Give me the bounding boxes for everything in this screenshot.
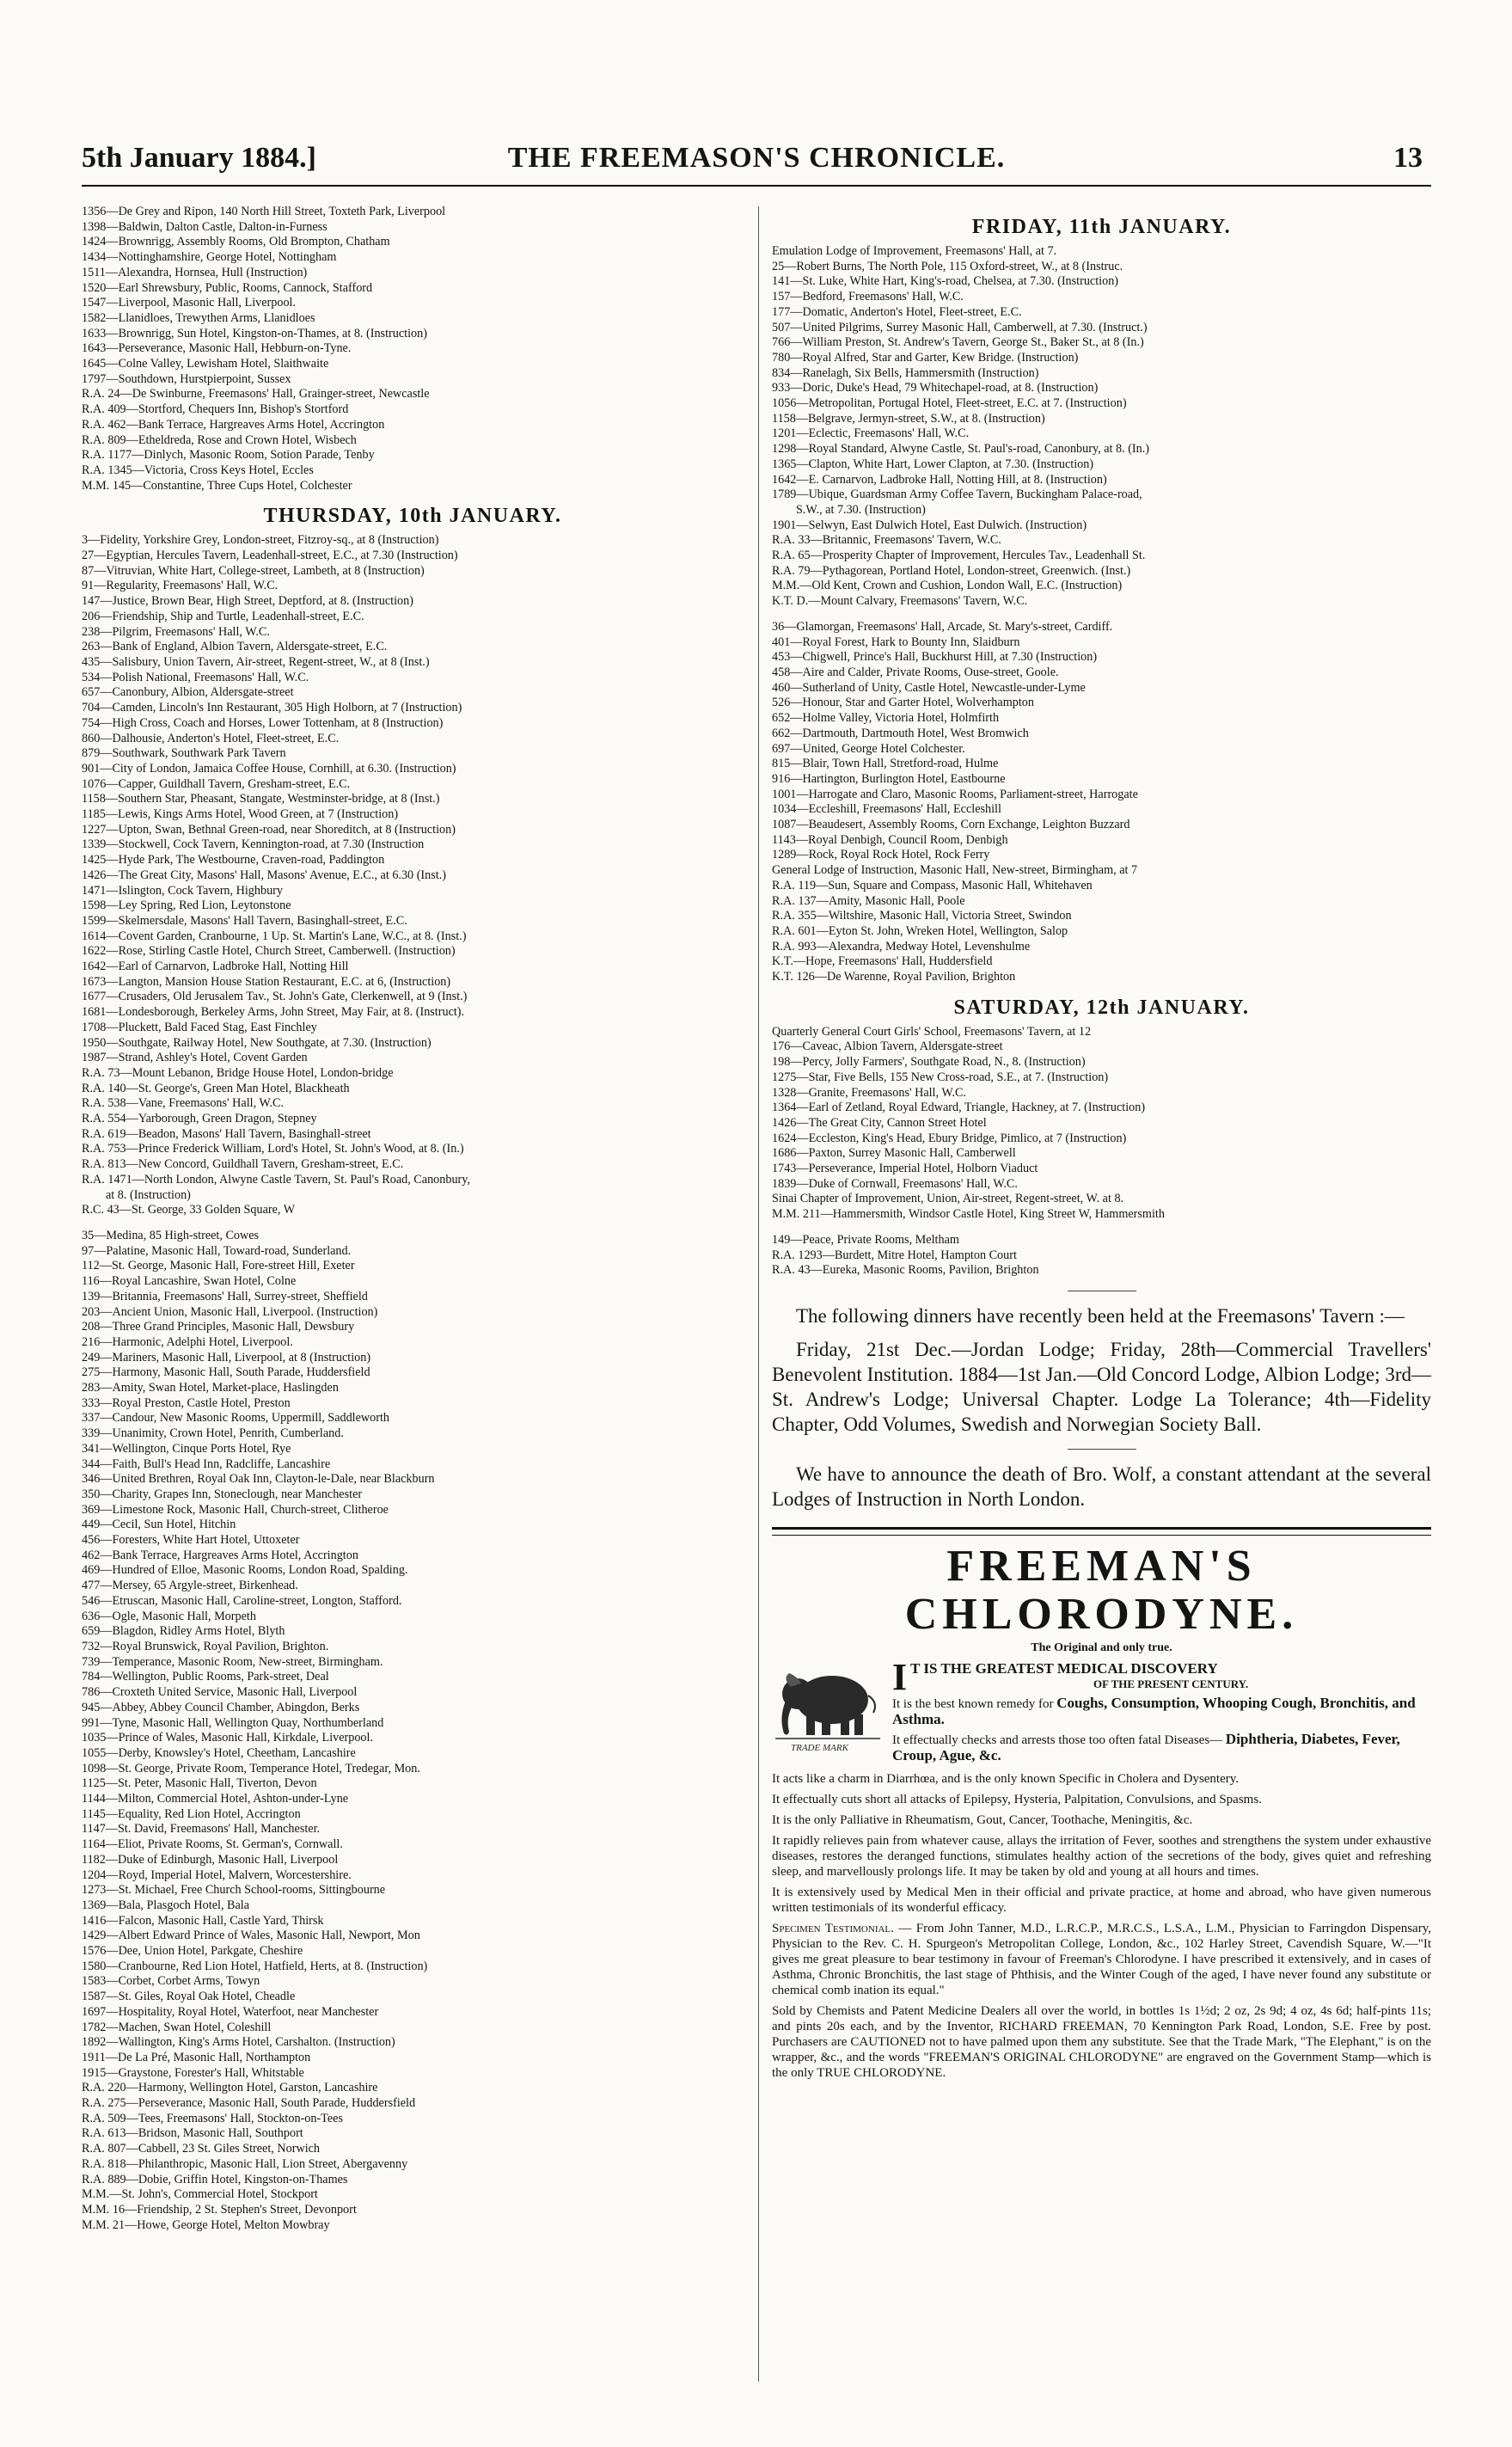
lodge-entry: R.A. 818—Philanthropic, Masonic Hall, Lion Street, Abergavenny [82, 2156, 408, 2171]
lodge-entry: 879—Southwark, Southwark Park Tavern [82, 746, 286, 761]
right-column [772, 205, 1431, 2086]
lodge-entry: 933—Doric, Duke's Head, 79 Whitechapel-road, at 8. (Instruction) [772, 381, 1099, 396]
lodge-entry: 1204—Royd, Imperial Hotel, Malvern, Worcestershire. [82, 1867, 352, 1882]
page-header [82, 142, 1431, 176]
lodge-entry: 1839—Duke of Cornwall, Freemasons' Hall, W.C. [772, 1176, 1018, 1191]
lodge-entry: R.A. 1345—Victoria, Cross Keys Hotel, Eccles [82, 463, 314, 477]
lodge-entry: 636—Ogle, Masonic Hall, Morpeth [82, 1609, 256, 1623]
lodge-entry: 754—High Cross, Coach and Horses, Lower Tottenham, at 8 (Instruction) [82, 715, 444, 730]
lodge-entry: 659—Blagdon, Ridley Arms Hotel, Blyth [82, 1624, 285, 1639]
lodge-entry: 784—Wellington, Public Rooms, Park-street, Deal [82, 1670, 329, 1684]
lodge-entry: M.M. 21—Howe, George Hotel, Melton Mowbray [82, 2217, 330, 2232]
lodge-entry: R.A. 140—St. George's, Green Man Hotel, Blackheath [82, 1081, 350, 1095]
column-divider [758, 206, 759, 2382]
ad-top-rule [772, 1527, 1431, 1530]
lodge-entry: 139—Britannia, Freemasons' Hall, Surrey-street, Sheffield [82, 1289, 368, 1303]
lodge-entry: 369—Limestone Rock, Masonic Hall, Church-street, Clitheroe [82, 1502, 389, 1517]
spacer [82, 1218, 744, 1229]
lodge-entry: R.A. 1471—North London, Alwyne Castle Tavern, St. Paul's Road, Canonbury, [82, 1172, 470, 1187]
lodge-entry: 238—Pilgrim, Freemasons' Hall, W.C. [82, 624, 270, 639]
lodge-entry: 697—United, George Hotel Colchester. [772, 741, 965, 756]
lodge-entry: R.A. 275—Perseverance, Masonic Hall, South Parade, Huddersfield [82, 2096, 416, 2111]
lodge-entry: 1143—Royal Denbigh, Council Room, Denbigh [772, 832, 1008, 847]
lodge-entry: 1429—Albert Edward Prince of Wales, Masonic Hall, Newport, Mon [82, 1929, 420, 1943]
lodge-entry: 834—Ranelagh, Six Bells, Hammersmith (Instruction) [772, 365, 1039, 380]
lodge-entry: 1182—Duke of Edinburgh, Masonic Hall, Liverpool [82, 1852, 339, 1867]
lodge-entry: 546—Etruscan, Masonic Hall, Caroline-street, Longton, Stafford. [82, 1593, 402, 1608]
ad-subtitle: The Original and only true. [1031, 1641, 1172, 1654]
lodge-entry: M.M. 16—Friendship, 2 St. Stephen's Street, Devonport [82, 2203, 357, 2217]
lodge-entry: 97—Palatine, Masonic Hall, Toward-road, Sunderland. [82, 1243, 352, 1258]
lodge-entry: 1164—Eliot, Private Rooms, St. German's, Cornwall. [82, 1837, 343, 1852]
dinners-list: Friday, 21st Dec.—Jordan Lodge; Friday, 28th—Commercial Travellers' Benevolent Institution. 1884—1st Jan.—Old Concord Lodge, Albion Lodge; 3rd—St. Andrew's Lodge; Universal Chapter. Lodge La Tolerance; 4th—Fidelity Chapter, Odd Volumes, Swedish and Norwegian Society Ball. [772, 1339, 1431, 1435]
lodge-entry: 1642—E. Carnarvon, Ladbroke Hall, Notting Hill, at 8. (Instruction) [772, 472, 1107, 487]
lodge-entry: M.M.—St. John's, Commercial Hotel, Stockport [82, 2187, 318, 2202]
ad-title: FREEMAN'S CHLORODYNE. [904, 1542, 1299, 1639]
lodge-entry: 1580—Cranbourne, Red Lion Hotel, Hatfield, Herts, at 8. (Instruction) [82, 1959, 428, 1973]
lodge-entry: 1686—Paxton, Surrey Masonic Hall, Camberwell [772, 1146, 1016, 1161]
lodge-entry: K.T.—Hope, Freemasons' Hall, Huddersfield [772, 954, 993, 969]
lodge-entry: 704—Camden, Lincoln's Inn Restaurant, 305 High Holborn, at 7 (Instruction) [82, 701, 462, 715]
lodge-entry: 1416—Falcon, Masonic Hall, Castle Yard, Thirsk [82, 1913, 324, 1928]
lodge-entry: 1056—Metropolitan, Portugal Hotel, Fleet-street, E.C. at 7. (Instruction) [772, 396, 1127, 411]
lodge-entry: R.A. 119—Sun, Square and Compass, Masonic Hall, Whitehaven [772, 878, 1093, 892]
lodge-entry: 91—Regularity, Freemasons' Hall, W.C. [82, 579, 279, 593]
header-rule [82, 185, 1431, 187]
lodge-entry: 780—Royal Alfred, Star and Garter, Kew Bridge. (Instruction) [772, 350, 1079, 365]
lodge-entry: 1622—Rose, Stirling Castle Hotel, Church Street, Camberwell. (Instruction) [82, 944, 456, 959]
lodge-entry: 1587—St. Giles, Royal Oak Hotel, Cheadle [82, 1990, 296, 2004]
lodge-entry: 208—Three Grand Principles, Masonic Hall, Dewsbury [82, 1320, 355, 1334]
lodge-list-thursday-country [82, 1229, 744, 2233]
lodge-entry: R.A. 807—Cabbell, 23 St. Giles Street, Norwich [82, 2142, 321, 2156]
lodge-entry: 1434—Nottinghamshire, George Hotel, Nottingham [82, 250, 337, 265]
lodge-entry: 147—Justice, Brown Bear, High Street, Deptford, at 8. (Instruction) [82, 594, 413, 609]
lodge-entry: 1673—Langton, Mansion House Station Restaurant, E.C. at 6, (Instruction) [82, 974, 451, 989]
lodge-entry: 462—Bank Terrace, Hargreaves Arms Hotel, Accrington [82, 1548, 358, 1562]
ad-paragraph: It is the only Palliative in Rheumatism, Gout, Cancer, Toothache, Meningitis, &c. [772, 1812, 1193, 1827]
lodge-entry: R.A. 24—De Swinburne, Freemasons' Hall, Grainger-street, Newcastle [82, 387, 430, 402]
lodge-entry: 1275—Star, Five Bells, 155 New Cross-road, S.E., at 7. (Instruction) [772, 1070, 1109, 1084]
lodge-entry: 1643—Perseverance, Masonic Hall, Hebburn-on-Tyne. [82, 341, 352, 356]
lodge-entry: 662—Dartmouth, Dartmouth Hotel, West Bromwich [772, 726, 1029, 740]
lodge-entry: R.A. 809—Etheldreda, Rose and Crown Hotel, Wisbech [82, 432, 357, 447]
lodge-entry: K.T. D.—Mount Calvary, Freemasons' Tavern, W.C. [772, 594, 1028, 609]
spacer [772, 610, 1431, 620]
lodge-entry: 1583—Corbet, Corbet Arms, Towyn [82, 1974, 260, 1989]
lodge-entry: 1147—St. David, Freemasons' Hall, Manchester. [82, 1822, 321, 1837]
ad-paragraph: Sold by Chemists and Patent Medicine Dealers all over the world, in bottles 1s 1½d; 2 oz, 2s 9d; 4 oz, 4s 6d; half-pints 11s; and pints 20s each, and by the Inventor, RICHARD FREEMAN, 70 Kennington Park Road, London, S.E. Free by post. Purchasers are CAUTIONED not to have palmed upon them any substitute. See that the Trade Mark, "The Elephant," is on the wrapper, &c., and the words "FREEMAN'S ORIGINAL CHLORODYNE" are engraved on the Government Stamp—which is the only TRUE CHLORODYNE. [772, 2003, 1431, 2080]
lodge-entry: Quarterly General Court Girls' School, Freemasons' Tavern, at 12 [772, 1024, 1092, 1039]
lodge-entry: 1364—Earl of Zetland, Royal Edward, Triangle, Hackney, at 7. (Instruction) [772, 1101, 1146, 1115]
lodge-entry: 1901—Selwyn, East Dulwich Hotel, East Dulwich. (Instruction) [772, 518, 1087, 532]
lodge-entry: R.A. 355—Wiltshire, Masonic Hall, Victoria Street, Swindon [772, 909, 1072, 923]
lodge-entry: 1125—St. Peter, Masonic Hall, Tiverton, Devon [82, 1776, 317, 1791]
lodge-entry: 1144—Milton, Commercial Hotel, Ashton-under-Lyne [82, 1792, 349, 1806]
lodge-entry: 1511—Alexandra, Hornsea, Hull (Instruction) [82, 265, 308, 279]
lodge-entry: 732—Royal Brunswick, Royal Pavilion, Brighton. [82, 1639, 329, 1653]
lodge-entry: 652—Holme Valley, Victoria Hotel, Holmfirth [772, 711, 1000, 726]
friday-heading: FRIDAY, 11th JANUARY. [971, 216, 1232, 238]
ad-intro-bold-1: Coughs, Consumption, Whooping Cough, Bronchitis, and Asthma. [892, 1694, 1416, 1727]
dinners-paragraph: The following dinners have recently been held at the Freemasons' Tavern :— [796, 1305, 1405, 1327]
lodge-entry: 1520—Earl Shrewsbury, Public, Rooms, Cannock, Stafford [82, 280, 373, 295]
lodge-entry: 534—Polish National, Freemasons' Hall, W.C. [82, 670, 309, 684]
lodge-entry: R.A. 462—Bank Terrace, Hargreaves Arms Hotel, Accrington [82, 417, 385, 432]
lodge-entry: 460—Sutherland of Unity, Castle Hotel, Newcastle-under-Lyme [772, 680, 1086, 695]
lodge-entry: 1697—Hospitality, Royal Hotel, Waterfoot, near Manchester [82, 2004, 379, 2019]
death-notice: We have to announce the death of Bro. Wolf, a constant attendant at the several Lodges of Instruction in North London. [772, 1463, 1431, 1510]
thursday-heading: THURSDAY, 10th JANUARY. [263, 505, 562, 528]
lodge-entry: R.A. 889—Dobie, Griffin Hotel, Kingston-on-Thames [82, 2172, 348, 2186]
lodge-entry: 435—Salisbury, Union Tavern, Air-street, Regent-street, W., at 8 (Inst.) [82, 654, 430, 669]
section-rule [1068, 1449, 1136, 1450]
lodge-entry: 112—St. George, Masonic Hall, Fore-street Hill, Exeter [82, 1259, 355, 1273]
lodge-entry: 1424—Brownrigg, Assembly Rooms, Old Brompton, Chatham [82, 235, 390, 249]
lodge-entry: R.A. 137—Amity, Masonic Hall, Poole [772, 893, 965, 908]
lodge-entry: 36—Glamorgan, Freemasons' Hall, Arcade, St. Mary's-street, Cardiff. [772, 619, 1113, 634]
ad-paragraph: It acts like a charm in Diarrhœa, and is the only known Specific in Cholera and Dysentery. [772, 1771, 1240, 1786]
lodge-entry: 916—Hartington, Burlington Hotel, Eastbourne [772, 771, 1006, 786]
lodge-entry: 344—Faith, Bull's Head Inn, Radcliffe, Lancashire [82, 1457, 331, 1471]
lodge-entry: 1950—Southgate, Railway Hotel, New Southgate, at 7.30. (Instruction) [82, 1035, 432, 1050]
lodge-entry: 453—Chigwell, Prince's Hall, Buckhurst Hill, at 7.30 (Instruction) [772, 650, 1098, 665]
lodge-entry: R.A. 813—New Concord, Guildhall Tavern, Gresham-street, E.C. [82, 1157, 404, 1172]
elephant-trademark-icon [772, 1661, 884, 1756]
saturday-heading: SATURDAY, 12th JANUARY. [953, 996, 1250, 1019]
lodge-entry: 3—Fidelity, Yorkshire Grey, London-street, Fitzroy-sq., at 8 (Instruction) [82, 533, 439, 548]
ad-intro-bold-2: Diphtheria, Diabetes, Fever, Croup, Ague, &c. [892, 1730, 1400, 1763]
ad-testimonial [772, 1921, 1431, 1998]
lodge-entry: R.A. 753—Prince Frederick William, Lord's Hotel, St. John's Wood, at 8. (In.) [82, 1142, 464, 1156]
ad-paragraph: It is extensively used by Medical Men in their official and private practice, at home and abroad, who have given numerous written testimonials of its wonderful efficacy. [772, 1885, 1431, 1915]
lodge-entry: M.M. 211—Hammersmith, Windsor Castle Hotel, King Street W, Hammersmith [772, 1207, 1165, 1222]
lodge-entry: R.A. 538—Vane, Freemasons' Hall, W.C. [82, 1096, 285, 1111]
lodge-entry: 1599—Skelmersdale, Masons' Hall Tavern, Basinghall-street, E.C. [82, 913, 407, 928]
lodge-entry: R.A. 509—Tees, Freemasons' Hall, Stockton-on-Tees [82, 2111, 343, 2125]
lodge-entry: 1001—Harrogate and Claro, Masonic Rooms, Parliament-street, Harrogate [772, 787, 1138, 801]
lodge-entry: 1087—Beaudesert, Assembly Rooms, Corn Exchange, Leighton Buzzard [772, 818, 1130, 832]
lodge-entry: R.A. 79—Pythagorean, Portland Hotel, London-street, Greenwich. (Inst.) [772, 563, 1131, 578]
lodge-entry: R.C. 43—St. George, 33 Golden Square, W [82, 1203, 296, 1217]
lodge-entry: M.M. 145—Constantine, Three Cups Hotel, Colchester [82, 478, 352, 493]
ad-intro-text-1: It is the best known remedy for [892, 1696, 1054, 1711]
lodge-entry: 945—Abbey, Abbey Council Chamber, Abingdon, Berks [82, 1700, 360, 1714]
lodge-entry: 469—Hundred of Elloe, Masonic Rooms, London Road, Spalding. [82, 1563, 408, 1578]
lodge-entry: 1789—Ubique, Guardsman Army Coffee Tavern, Buckingham Palace-road, [772, 488, 1142, 502]
lodge-entry: R.A. 65—Prosperity Chapter of Improvement, Hercules Tav., Leadenhall St. [772, 549, 1146, 563]
lodge-entry: 1743—Perseverance, Imperial Hotel, Holborn Viaduct [772, 1162, 1038, 1176]
lodge-entry: 346—United Brethren, Royal Oak Inn, Clayton-le-Dale, near Blackburn [82, 1472, 435, 1487]
lodge-entry: R.A. 619—Beadon, Masons' Hall Tavern, Basinghall-street [82, 1126, 371, 1141]
lodge-entry: 1987—Strand, Ashley's Hotel, Covent Garden [82, 1051, 308, 1065]
lodge-entry: K.T. 126—De Warenne, Royal Pavilion, Brighton [772, 970, 1016, 984]
lodge-entry: 1185—Lewis, Kings Arms Hotel, Wood Green, at 7 (Instruction) [82, 807, 399, 822]
lodge-entry: 337—Candour, New Masonic Rooms, Uppermill, Saddleworth [82, 1411, 390, 1426]
lodge-entry: 449—Cecil, Sun Hotel, Hitchin [82, 1518, 236, 1532]
lodge-entry: 1289—Rock, Royal Rock Hotel, Rock Ferry [772, 848, 990, 862]
lodge-entry: 1681—Londesborough, Berkeley Arms, John Street, May Fair, at 8. (Instruct). [82, 1005, 465, 1020]
lodge-entry: 1035—Prince of Wales, Masonic Hall, Kirkdale, Liverpool. [82, 1731, 374, 1745]
lodge-entry: 1642—Earl of Carnarvon, Ladbroke Hall, Notting Hill [82, 960, 349, 974]
left-column [82, 205, 744, 2233]
lodge-entry: 27—Egyptian, Hercules Tavern, Leadenhall-street, E.C., at 7.30 (Instruction) [82, 549, 458, 563]
lodge-entry: 456—Foresters, White Hart Hotel, Uttoxeter [82, 1533, 300, 1548]
lodge-entry: 141—St. Luke, White Hart, King's-road, Chelsea, at 7.30. (Instruction) [772, 274, 1119, 289]
lodge-entry: R.A. 409—Stortford, Chequers Inn, Bishop's Stortford [82, 402, 349, 417]
lodge-entry: 507—United Pilgrims, Surrey Masonic Hall, Camberwell, at 7.30. (Instruct.) [772, 320, 1148, 334]
lodge-entry: 206—Friendship, Ship and Turtle, Leadenhall-street, E.C. [82, 609, 364, 623]
lodge-list-saturday [772, 1025, 1431, 1223]
lodge-entry: 1547—Liverpool, Masonic Hall, Liverpool. [82, 296, 297, 310]
lodge-entry: 1892—Wallington, King's Arms Hotel, Carshalton. (Instruction) [82, 2035, 395, 2050]
lodge-entry: 333—Royal Preston, Castle Hotel, Preston [82, 1395, 291, 1410]
lodge-list-wednesday-country [82, 205, 744, 494]
lodge-entry: 249—Mariners, Masonic Hall, Liverpool, at 8 (Instruction) [82, 1350, 371, 1365]
lodge-entry: R.A. 1293—Burdett, Mitre Hotel, Hampton Court [772, 1248, 1017, 1262]
lodge-entry: 87—Vitruvian, White Hart, College-street, Lambeth, at 8 (Instruction) [82, 563, 425, 578]
lodge-entry: 1201—Eclectic, Freemasons' Hall, W.C. [772, 426, 970, 441]
lodge-entry: 1576—Dee, Union Hotel, Parkgate, Cheshire [82, 1944, 303, 1959]
testimonial-label: Specimen Testimonial. [772, 1921, 894, 1935]
lodge-entry: 1158—Belgrave, Jermyn-street, S.W., at 8. (Instruction) [772, 411, 1045, 426]
trade-mark-label: TRADE MARK [791, 1742, 848, 1753]
issue-date: 5th January 1884.] [82, 142, 316, 174]
lodge-entry: R.A. 43—Eureka, Masonic Rooms, Pavilion, Brighton [772, 1263, 1039, 1278]
lodge-entry: 1582—Llanidloes, Trewythen Arms, Llanidloes [82, 310, 315, 325]
lodge-entry: 860—Dalhousie, Anderton's Hotel, Fleet-street, E.C. [82, 731, 340, 745]
lodge-entry: at 8. (Instruction) [106, 1187, 191, 1202]
chlorodyne-advertisement [772, 1542, 1431, 2081]
lodge-list-saturday-country [772, 1233, 1431, 1279]
lodge-entry: 198—Percy, Jolly Farmers', Southgate Road, N., 8. (Instruction) [772, 1055, 1086, 1070]
lodge-entry: 1633—Brownrigg, Sun Hotel, Kingston-on-Thames, at 8. (Instruction) [82, 326, 427, 340]
ad-top-rule-thin [772, 1535, 1431, 1536]
lodge-entry: 458—Aire and Calder, Private Rooms, Ouse-street, Goole. [772, 665, 1059, 679]
lodge-entry: 263—Bank of England, Albion Tavern, Aldersgate-street, E.C. [82, 640, 388, 654]
ad-intro-text-2: It effectually checks and arrests those too often fatal Diseases— [892, 1733, 1223, 1747]
lodge-entry: 1645—Colne Valley, Lewisham Hotel, Slaithwaite [82, 357, 329, 371]
lodge-entry: 1273—St. Michael, Free Church School-rooms, Sittingbourne [82, 1883, 386, 1898]
lodge-entry: 341—Wellington, Cinque Ports Hotel, Rye [82, 1441, 291, 1456]
lodge-entry: 283—Amity, Swan Hotel, Market-place, Haslingden [82, 1381, 339, 1395]
lodge-entry: 216—Harmonic, Adelphi Hotel, Liverpool. [82, 1334, 293, 1349]
lodge-entry: 1782—Machen, Swan Hotel, Coleshill [82, 2020, 272, 2034]
lodge-entry: 1624—Eccleston, King's Head, Ebury Bridge, Pimlico, at 7 (Instruction) [772, 1131, 1127, 1145]
lodge-entry: R.A. 33—Britannic, Freemasons' Tavern, W.C. [772, 533, 1001, 548]
lodge-entry: 1369—Bala, Plasgoch Hotel, Bala [82, 1898, 250, 1912]
lodge-entry: 1055—Derby, Knowsley's Hotel, Cheetham, Lancashire [82, 1745, 356, 1760]
lodge-entry: 477—Mersey, 65 Argyle-street, Birkenhead. [82, 1579, 298, 1593]
lodge-entry: 116—Royal Lancashire, Swan Hotel, Colne [82, 1274, 297, 1289]
ad-paragraph: It rapidly relieves pain from whatever cause, allays the irritation of Fever, soothes and strengthens the system under exhaustive diseases, restores the deranged functions, stimulates healthy action of the secretions of the body, gives quiet and refreshing sleep, and marvellously prolongs life. It may be taken by old and young at all hours and times. [772, 1833, 1431, 1879]
ad-headline-2: OF THE PRESENT CENTURY. [1093, 1677, 1249, 1690]
lodge-entry: 1614—Covent Garden, Cranbourne, 1 Up. St. Martin's Lane, W.C., at 8. (Inst.) [82, 929, 467, 943]
lodge-entry: M.M.—Old Kent, Crown and Cushion, London Wall, E.C. (Instruction) [772, 579, 1123, 593]
lodge-entry: R.A. 73—Mount Lebanon, Bridge House Hotel, London-bridge [82, 1065, 394, 1080]
page-number: 13 [1393, 142, 1423, 174]
lodge-entry: General Lodge of Instruction, Masonic Hall, New-street, Birmingham, at 7 [772, 863, 1138, 878]
ad-headline: T IS THE GREATEST MEDICAL DISCOVERY [910, 1659, 1218, 1677]
lodge-entry: 786—Croxteth United Service, Masonic Hall, Liverpool [82, 1685, 358, 1700]
lodge-entry: 177—Domatic, Anderton's Hotel, Fleet-street, E.C. [772, 304, 1022, 319]
spacer [772, 1223, 1431, 1233]
lodge-entry: 25—Robert Burns, The North Pole, 115 Oxford-street, W., at 8 (Instruc. [772, 259, 1123, 273]
lodge-entry: 901—City of London, Jamaica Coffee House, Cornhill, at 6.30. (Instruction) [82, 761, 456, 776]
lodge-entry: R.A. 1177—Dinlych, Masonic Room, Sotion Parade, Tenby [82, 448, 375, 463]
testimonial-text: — From John Tanner, M.D., L.R.C.P., M.R.C.S., L.S.A., L.M., Physician to Farringdon Dispensary, Physician to the Rev. C. H. Spurgeon's Metropolitan College, London, &c., 102 Harley Street, Cavendish Square, W.—"It gives me great pleasure to bear testimony in favour of Freeman's Chlorodyne. I have prescribed it extensively, and in cases of Asthma, Chronic Bronchitis, the last stage of Phthisis, and the Winter Cough of the aged, I have never found any substitute or chemical comb ination its equal." [772, 1921, 1431, 1997]
lodge-entry: Emulation Lodge of Improvement, Freemasons' Hall, at 7. [772, 244, 1057, 258]
lodge-entry: 1797—Southdown, Hurstpierpoint, Sussex [82, 371, 291, 386]
lodge-entry: 815—Blair, Town Hall, Stretford-road, Hulme [772, 757, 999, 771]
lodge-entry: 739—Temperance, Masonic Room, New-street, Birmingham. [82, 1654, 383, 1669]
lodge-list-thursday [82, 533, 744, 1218]
lodge-entry: 1425—Hyde Park, The Westbourne, Craven-road, Paddington [82, 853, 385, 868]
lodge-entry: 1911—De La Pré, Masonic Hall, Northampton [82, 2050, 311, 2064]
lodge-entry: 203—Ancient Union, Masonic Hall, Liverpool. (Instruction) [82, 1304, 378, 1319]
lodge-entry: 1426—The Great City, Masons' Hall, Masons' Avenue, E.C., at 6.30 (Inst.) [82, 868, 446, 882]
lodge-entry: 157—Bedford, Freemasons' Hall, W.C. [772, 290, 964, 304]
lodge-entry: 1098—St. George, Private Room, Temperance Hotel, Tredegar, Mon. [82, 1761, 420, 1775]
lodge-entry: R.A. 613—Bridson, Masonic Hall, Southport [82, 2126, 303, 2141]
ad-paragraph: It effectually cuts short all attacks of Epilepsy, Hysteria, Palpitation, Convulsions, and Spasms. [772, 1792, 1262, 1806]
lodge-list-friday [772, 244, 1431, 610]
drop-cap: I [892, 1655, 908, 1698]
lodge-entry: 35—Medina, 85 High-street, Cowes [82, 1229, 260, 1242]
lodge-entry: 1339—Stockwell, Cock Tavern, Kennington-road, at 7.30 (Instruction [82, 837, 425, 852]
lodge-entry: 1677—Crusaders, Old Jerusalem Tav., St. John's Gate, Clerkenwell, at 9 (Inst.) [82, 990, 468, 1004]
lodge-entry: 1426—The Great City, Cannon Street Hotel [772, 1115, 987, 1130]
lodge-entry: 657—Canonbury, Albion, Aldersgate-street [82, 685, 294, 700]
lodge-entry: R.A. 601—Eyton St. John, Wreken Hotel, Wellington, Salop [772, 923, 1068, 938]
ad-body [772, 1771, 1431, 2081]
lodge-entry: 275—Harmony, Masonic Hall, South Parade, Huddersfield [82, 1365, 370, 1380]
lodge-entry: 1915—Graystone, Forester's Hall, Whitstable [82, 2065, 304, 2080]
lodge-entry: 176—Caveac, Albion Tavern, Aldersgate-street [772, 1040, 1003, 1054]
lodge-entry: 339—Unanimity, Crown Hotel, Penrith, Cumberland. [82, 1426, 344, 1441]
lodge-list-friday-country [772, 620, 1431, 985]
masthead-title: THE FREEMASON'S CHRONICLE. [507, 142, 1006, 174]
lodge-entry: Sinai Chapter of Improvement, Union, Air-street, Regent-street, W. at 8. [772, 1192, 1124, 1206]
lodge-entry: R.A. 993—Alexandra, Medway Hotel, Levenshulme [772, 939, 1031, 954]
lodge-entry: 1471—Islington, Cock Tavern, Highbury [82, 883, 283, 898]
lodge-entry: 1328—Granite, Freemasons' Hall, W.C. [772, 1085, 966, 1100]
lodge-entry: S.W., at 7.30. (Instruction) [796, 502, 926, 517]
lodge-entry: 526—Honour, Star and Garter Hotel, Wolverhampton [772, 696, 1034, 710]
lodge-entry: 1708—Pluckett, Bald Faced Stag, East Finchley [82, 1020, 317, 1034]
lodge-entry: 1076—Capper, Guildhall Tavern, Gresham-street, E.C. [82, 776, 351, 791]
lodge-entry: 1298—Royal Standard, Alwyne Castle, St. Paul's-road, Canonbury, at 8. (In.) [772, 442, 1150, 457]
lodge-entry: 1598—Ley Spring, Red Lion, Leytonstone [82, 898, 291, 913]
lodge-entry: 1158—Southern Star, Pheasant, Stangate, Westminster-bridge, at 8 (Inst.) [82, 792, 440, 806]
lodge-entry: 1227—Upton, Swan, Bethnal Green-road, near Shoreditch, at 8 (Instruction) [82, 822, 456, 837]
lodge-entry: 1356—De Grey and Ripon, 140 North Hill Street, Toxteth Park, Liverpool [82, 205, 446, 218]
ad-intro [892, 1655, 1431, 1764]
lodge-entry: R.A. 220—Harmony, Wellington Hotel, Garston, Lancashire [82, 2081, 378, 2095]
lodge-entry: 350—Charity, Grapes Inn, Stoneclough, near Manchester [82, 1487, 363, 1501]
lodge-entry: 1365—Clapton, White Hart, Lower Clapton, at 7.30. (Instruction) [772, 457, 1094, 471]
lodge-entry: 149—Peace, Private Rooms, Meltham [772, 1232, 959, 1247]
lodge-entry: 1145—Equality, Red Lion Hotel, Accrington [82, 1806, 301, 1821]
lodge-entry: 991—Tyne, Masonic Hall, Wellington Quay, Northumberland [82, 1715, 384, 1730]
lodge-entry: 766—William Preston, St. Andrew's Tavern, George St., Baker St., at 8 (In.) [772, 335, 1144, 350]
lodge-entry: 1398—Baldwin, Dalton Castle, Dalton-in-Furness [82, 219, 327, 234]
lodge-entry: 401—Royal Forest, Hark to Bounty Inn, Slaidburn [772, 635, 1020, 649]
lodge-entry: 1034—Eccleshill, Freemasons' Hall, Eccleshill [772, 802, 1001, 817]
lodge-entry: R.A. 554—Yarborough, Green Dragon, Stepney [82, 1112, 317, 1126]
